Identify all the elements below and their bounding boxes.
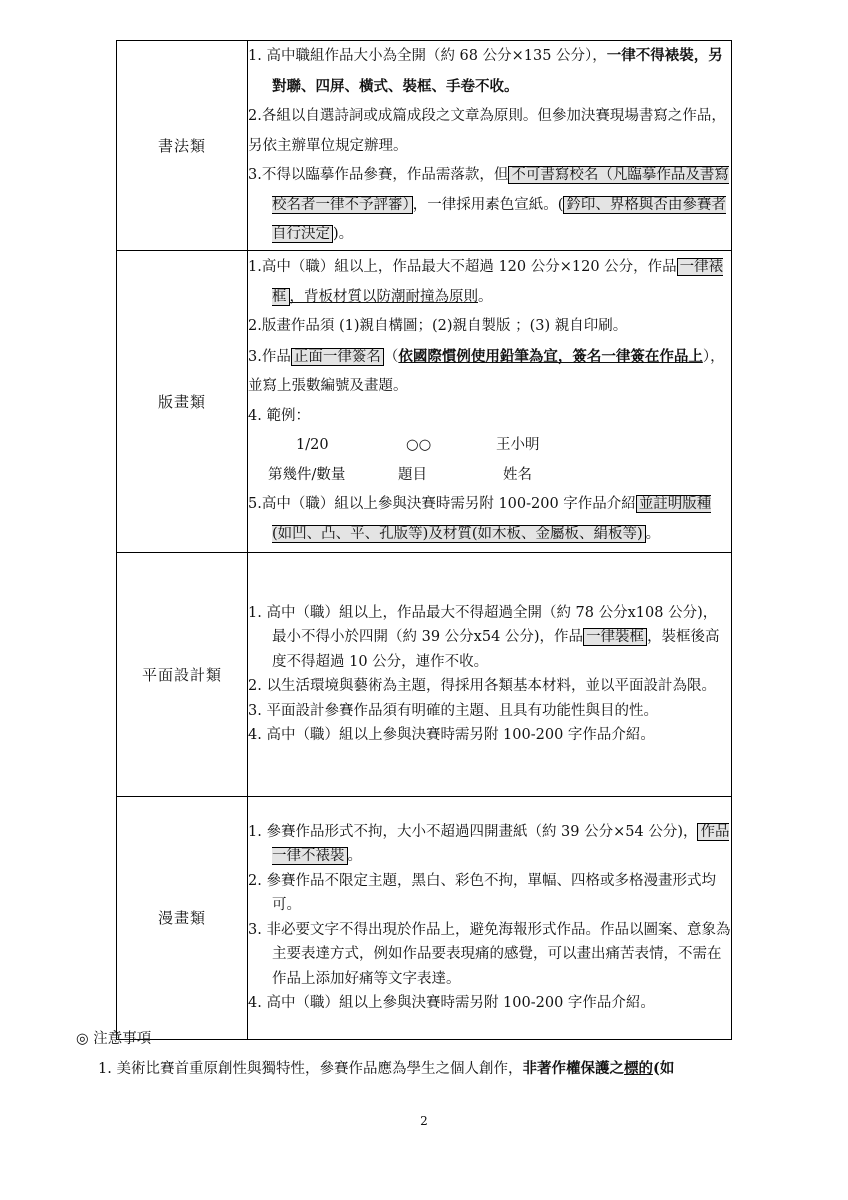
notes-heading: ◎ 注意事項: [76, 1031, 152, 1047]
list-item: [248, 253, 731, 312]
item-text: 4. 範例：: [248, 407, 310, 424]
list-item: [248, 601, 731, 675]
note-line: [76, 1054, 796, 1084]
page-number: 2: [420, 1114, 428, 1128]
item-text: ），並寫上張數編號及畫題。: [248, 348, 725, 394]
item-text: 2.各組以自選詩詞或成篇成段之文章為原則。但參加決賽現場書寫之作品，另依主辦單位規定辦理。: [248, 108, 726, 154]
boxed-text: 一律裝框: [583, 628, 647, 646]
boxed-text: 不可書寫校名（凡臨摹作品及書寫校名者一律不予評審）: [272, 167, 729, 213]
rules-table: [116, 40, 732, 1040]
note-text-bold: (如: [652, 1060, 675, 1077]
item-text: 1.高中（職）組以上，作品最大不超過 120 公分×120 公分，作品: [248, 259, 677, 275]
item-text: 5.高中（職）組以上參與決賽時需另附 100-200 字作品介紹: [248, 496, 636, 512]
category-cell: 平面設計類: [117, 552, 248, 796]
note-text-bold-underlined: 標的: [623, 1060, 653, 1077]
table-row: [117, 41, 732, 251]
item-text-bold: 依國際慣例使用鉛筆為宜，簽名一律簽在作品上: [398, 347, 703, 365]
list-item: [248, 490, 731, 549]
boxed-text: 鈐印、界格與否由參賽者自行決定: [272, 196, 726, 242]
content-cell: [248, 552, 732, 796]
item-text: 1. 高中（職）組以上，作品最大不得超過全開（約 78 公分x108 公分)，最小不得小於四開（約 39 公分x54 公分)，作品: [248, 604, 718, 645]
item-text-bold: 一律不得裱裝，另對聯、四屏、橫式、裝框、手卷不收。: [272, 47, 723, 95]
item-text: 3.不得以臨摹作品參賽，作品需落款，但: [248, 167, 509, 183]
list-item: [248, 699, 731, 724]
item-text: 3. 非必要文字不得出現於作品上，避免海報形式作品。作品以圖案、意象為主要表達方式，例如作品要表現痛的感覺，可以畫出痛苦表情，不需在作品上添加好痛等文字表達。: [248, 921, 731, 987]
list-item: [248, 991, 731, 1016]
item-text: 2. 以生活環境與藝術為主題，得採用各類基本材料，並以平面設計為限。: [248, 678, 716, 694]
list-item: [248, 820, 731, 869]
list-item: [248, 161, 731, 250]
item-text: （: [383, 348, 399, 365]
category-cell: 書法類: [117, 41, 248, 251]
category-cell: 版畫類: [117, 250, 248, 552]
item-text: 1. 高中職組作品大小為全開（約 68 公分×135 公分），: [248, 48, 607, 64]
list-item: [248, 102, 731, 161]
list-item: [248, 723, 731, 748]
example-value: 王小明: [496, 437, 540, 453]
content-cell: [248, 250, 732, 552]
list-item: [248, 402, 731, 432]
list-item: [248, 869, 731, 918]
item-text: ，裝框後高度不得超過 10 公分，連作不收。: [272, 629, 720, 670]
table-row: [117, 250, 732, 552]
item-text: 。: [478, 288, 493, 305]
notes-section: [76, 1024, 796, 1084]
item-text: 2.版畫作品須 (1)親自構圖；(2)親自製版 ；(3) 親自印刷。: [248, 318, 628, 334]
table-row: [117, 796, 732, 1039]
item-text: 1. 參賽作品形式不拘，大小不超過四開畫紙（約 39 公分×54 公分)，: [248, 823, 698, 840]
note-text-bold: 非著作權保護之: [522, 1060, 624, 1077]
item-text: 。: [347, 848, 362, 864]
example-label: 題目: [398, 466, 427, 483]
example-label: 第幾件/數量: [268, 466, 346, 483]
list-item: [248, 918, 731, 992]
content-cell: [248, 41, 732, 251]
list-item: [248, 342, 731, 402]
note-text: 1. 美術比賽首重原創性與獨特性，參賽作品應為學生之個人創作，: [98, 1061, 523, 1077]
category-cell: 漫畫類: [117, 796, 248, 1039]
item-text: 。: [645, 525, 661, 542]
list-item: [248, 312, 731, 342]
item-text: 4. 高中（職）組以上參與決賽時需另附 100-200 字作品介紹。: [248, 727, 655, 743]
item-text: 2. 參賽作品不限定主題，黑白、彩色不拘，單幅、四格或多格漫畫形式均可。: [248, 872, 716, 913]
item-text: )。: [333, 226, 354, 242]
item-text-underlined: ，背板材質以防潮耐撞為原則: [289, 288, 478, 305]
list-item: [248, 41, 731, 102]
item-text: 3. 平面設計參賽作品須有明確的主題、且具有功能性與目的性。: [248, 702, 658, 719]
boxed-text: 正面一律簽名: [291, 348, 384, 366]
list-item: [248, 674, 731, 699]
example-value: 1/20: [296, 437, 329, 453]
boxed-text: 並註明版種(如凹、凸、平、孔版等)及材質(如木板、金屬板、絹板等): [272, 496, 712, 542]
item-text: 4. 高中（職）組以上參與決賽時需另附 100-200 字作品介紹。: [248, 995, 655, 1011]
table-row: [117, 552, 732, 796]
example-value: ○○: [406, 437, 432, 453]
item-text: ，一律採用素色宣紙。(: [412, 196, 564, 213]
content-cell: [248, 796, 732, 1039]
boxed-text: 作品一律不裱裝: [272, 823, 730, 864]
boxed-text: 一律裱框: [272, 259, 724, 305]
example-labels: [248, 461, 731, 491]
example-values: [248, 431, 731, 461]
item-text: 3.作品: [248, 348, 291, 365]
example-label: 姓名: [503, 466, 532, 483]
